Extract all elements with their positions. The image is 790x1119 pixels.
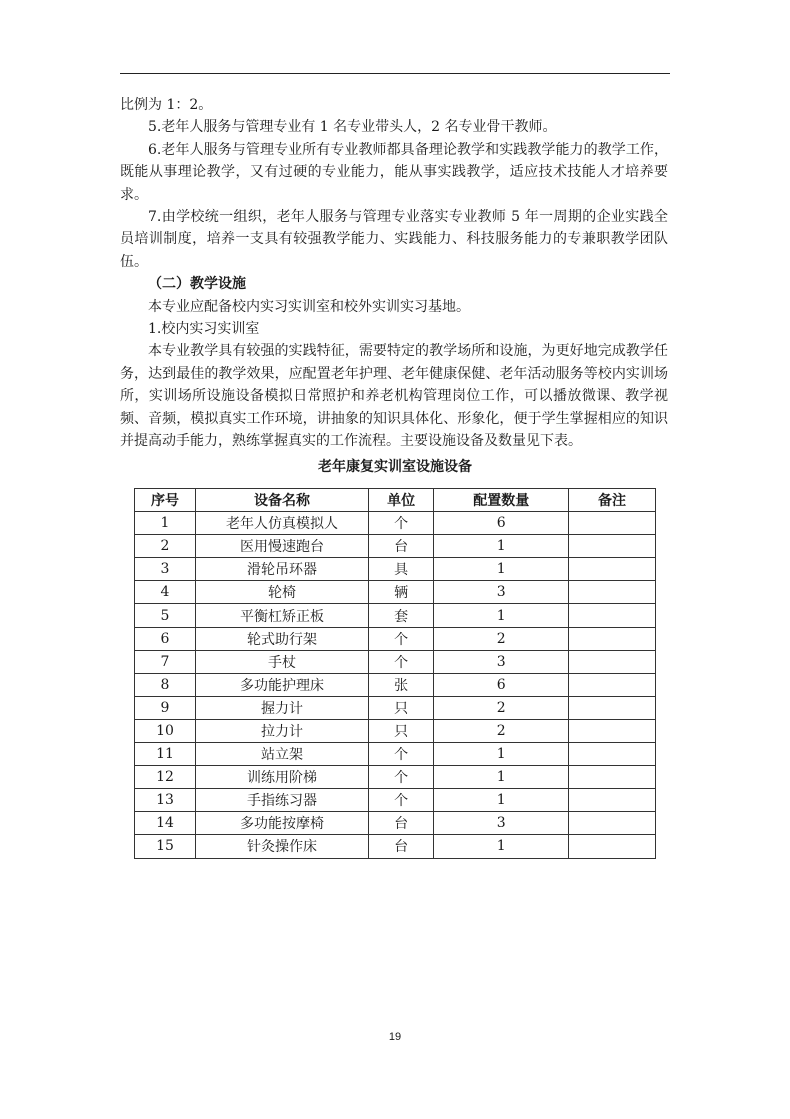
cell-unit: 具	[368, 558, 433, 581]
cell-index: 8	[135, 673, 196, 696]
cell-equipment-name: 滑轮吊环器	[196, 558, 369, 581]
table-row	[135, 535, 656, 558]
cell-equipment-name: 握力计	[196, 696, 369, 719]
cell-index: 15	[135, 835, 196, 858]
cell-remark	[569, 627, 656, 650]
table-row	[135, 581, 656, 604]
cell-index: 2	[135, 535, 196, 558]
cell-index: 14	[135, 812, 196, 835]
header-rule	[120, 73, 670, 74]
cell-unit: 辆	[368, 581, 433, 604]
cell-quantity: 1	[434, 789, 569, 812]
cell-remark	[569, 835, 656, 858]
cell-remark	[569, 535, 656, 558]
cell-equipment-name: 轮椅	[196, 581, 369, 604]
column-header: 配置数量	[434, 489, 569, 512]
table-row	[135, 743, 656, 766]
cell-quantity: 1	[434, 835, 569, 858]
cell-unit: 个	[368, 512, 433, 535]
column-header: 设备名称	[196, 489, 369, 512]
cell-remark	[569, 812, 656, 835]
cell-remark	[569, 766, 656, 789]
cell-unit: 台	[368, 835, 433, 858]
cell-equipment-name: 训练用阶梯	[196, 766, 369, 789]
table-row	[135, 766, 656, 789]
table-caption: 老年康复实训室设施设备	[318, 459, 472, 475]
table-row	[135, 604, 656, 627]
cell-index: 6	[135, 627, 196, 650]
cell-index: 13	[135, 789, 196, 812]
cell-equipment-name: 多功能按摩椅	[196, 812, 369, 835]
cell-unit: 套	[368, 604, 433, 627]
cell-equipment-name: 针灸操作床	[196, 835, 369, 858]
cell-remark	[569, 696, 656, 719]
cell-quantity: 6	[434, 512, 569, 535]
paragraph: 1.校内实习实训室	[148, 321, 260, 338]
cell-unit: 个	[368, 627, 433, 650]
cell-index: 11	[135, 743, 196, 766]
cell-remark	[569, 581, 656, 604]
cell-quantity: 1	[434, 766, 569, 789]
cell-equipment-name: 多功能护理床	[196, 673, 369, 696]
cell-equipment-name: 站立架	[196, 743, 369, 766]
cell-index: 9	[135, 696, 196, 719]
cell-unit: 只	[368, 696, 433, 719]
paragraph: 本专业应配备校内实习实训室和校外实训实习基地。	[148, 298, 470, 315]
cell-remark	[569, 604, 656, 627]
table-row	[135, 789, 656, 812]
cell-unit: 个	[368, 650, 433, 673]
equipment-table	[134, 488, 656, 859]
cell-quantity: 3	[434, 812, 569, 835]
table-row	[135, 673, 656, 696]
cell-equipment-name: 轮式助行架	[196, 627, 369, 650]
page-number: 19	[388, 1031, 402, 1043]
table-row	[135, 627, 656, 650]
cell-index: 10	[135, 719, 196, 742]
cell-index: 1	[135, 512, 196, 535]
body-text	[120, 94, 668, 453]
paragraph: 7.由学校统一组织，老年人服务与管理专业落实专业教师 5 年一周期的企业实践全员培训制度，培养一支具有较强教学能力、实践能力、科技服务能力的专兼职教学团队伍。	[120, 209, 668, 270]
cell-unit: 个	[368, 743, 433, 766]
cell-unit: 个	[368, 766, 433, 789]
table-row	[135, 650, 656, 673]
cell-quantity: 1	[434, 743, 569, 766]
cell-unit: 台	[368, 812, 433, 835]
cell-equipment-name: 老年人仿真模拟人	[196, 512, 369, 535]
cell-quantity: 2	[434, 719, 569, 742]
cell-quantity: 3	[434, 650, 569, 673]
cell-unit: 张	[368, 673, 433, 696]
paragraph: 本专业教学具有较强的实践特征，需要特定的教学场所和设施，为更好地完成教学任务，达到最佳的教学效果，应配置老年护理、老年健康保健、老年活动服务等校内实训场所，实训场所设施设备模拟日常照护和养老机构管理岗位工作，可以播放微课、教学视频、音频，模拟真实工作环境，讲抽象的知识具体化、形象化，便于学生掌握相应的知识并提高动手能力，熟练掌握真实的工作流程。主要设施设备及数量见下表。	[120, 343, 668, 450]
cell-remark	[569, 743, 656, 766]
cell-remark	[569, 673, 656, 696]
cell-remark	[569, 512, 656, 535]
section-heading: （二）教学设施	[148, 276, 246, 293]
cell-remark	[569, 719, 656, 742]
table-row	[135, 812, 656, 835]
cell-index: 7	[135, 650, 196, 673]
cell-unit: 个	[368, 789, 433, 812]
cell-quantity: 2	[434, 627, 569, 650]
cell-equipment-name: 医用慢速跑台	[196, 535, 369, 558]
cell-remark	[569, 558, 656, 581]
cell-unit: 台	[368, 535, 433, 558]
cell-quantity: 1	[434, 535, 569, 558]
column-header: 序号	[135, 489, 196, 512]
table-row	[135, 835, 656, 858]
cell-equipment-name: 平衡杠矫正板	[196, 604, 369, 627]
cell-unit: 只	[368, 719, 433, 742]
column-header: 单位	[368, 489, 433, 512]
paragraph: 比例为 1：2。	[120, 97, 213, 113]
column-header: 备注	[569, 489, 656, 512]
table-header-row	[135, 489, 656, 512]
table-row	[135, 719, 656, 742]
cell-index: 4	[135, 581, 196, 604]
cell-equipment-name: 手杖	[196, 650, 369, 673]
cell-index: 12	[135, 766, 196, 789]
paragraph: 6.老年人服务与管理专业所有专业教师都具备理论教学和实践教学能力的教学工作，既能从事理论教学，又有过硬的专业能力，能从事实践教学，适应技术技能人才培养要求。	[120, 141, 668, 203]
table-row	[135, 558, 656, 581]
cell-quantity: 2	[434, 696, 569, 719]
table-body	[135, 512, 656, 858]
cell-remark	[569, 650, 656, 673]
cell-quantity: 3	[434, 581, 569, 604]
paragraph: 5.老年人服务与管理专业有 1 名专业带头人，2 名专业骨干教师。	[148, 119, 557, 136]
cell-equipment-name: 手指练习器	[196, 789, 369, 812]
cell-index: 3	[135, 558, 196, 581]
cell-quantity: 1	[434, 604, 569, 627]
cell-equipment-name: 拉力计	[196, 719, 369, 742]
cell-index: 5	[135, 604, 196, 627]
table-row	[135, 696, 656, 719]
cell-quantity: 6	[434, 673, 569, 696]
cell-remark	[569, 789, 656, 812]
cell-quantity: 1	[434, 558, 569, 581]
table-row	[135, 512, 656, 535]
